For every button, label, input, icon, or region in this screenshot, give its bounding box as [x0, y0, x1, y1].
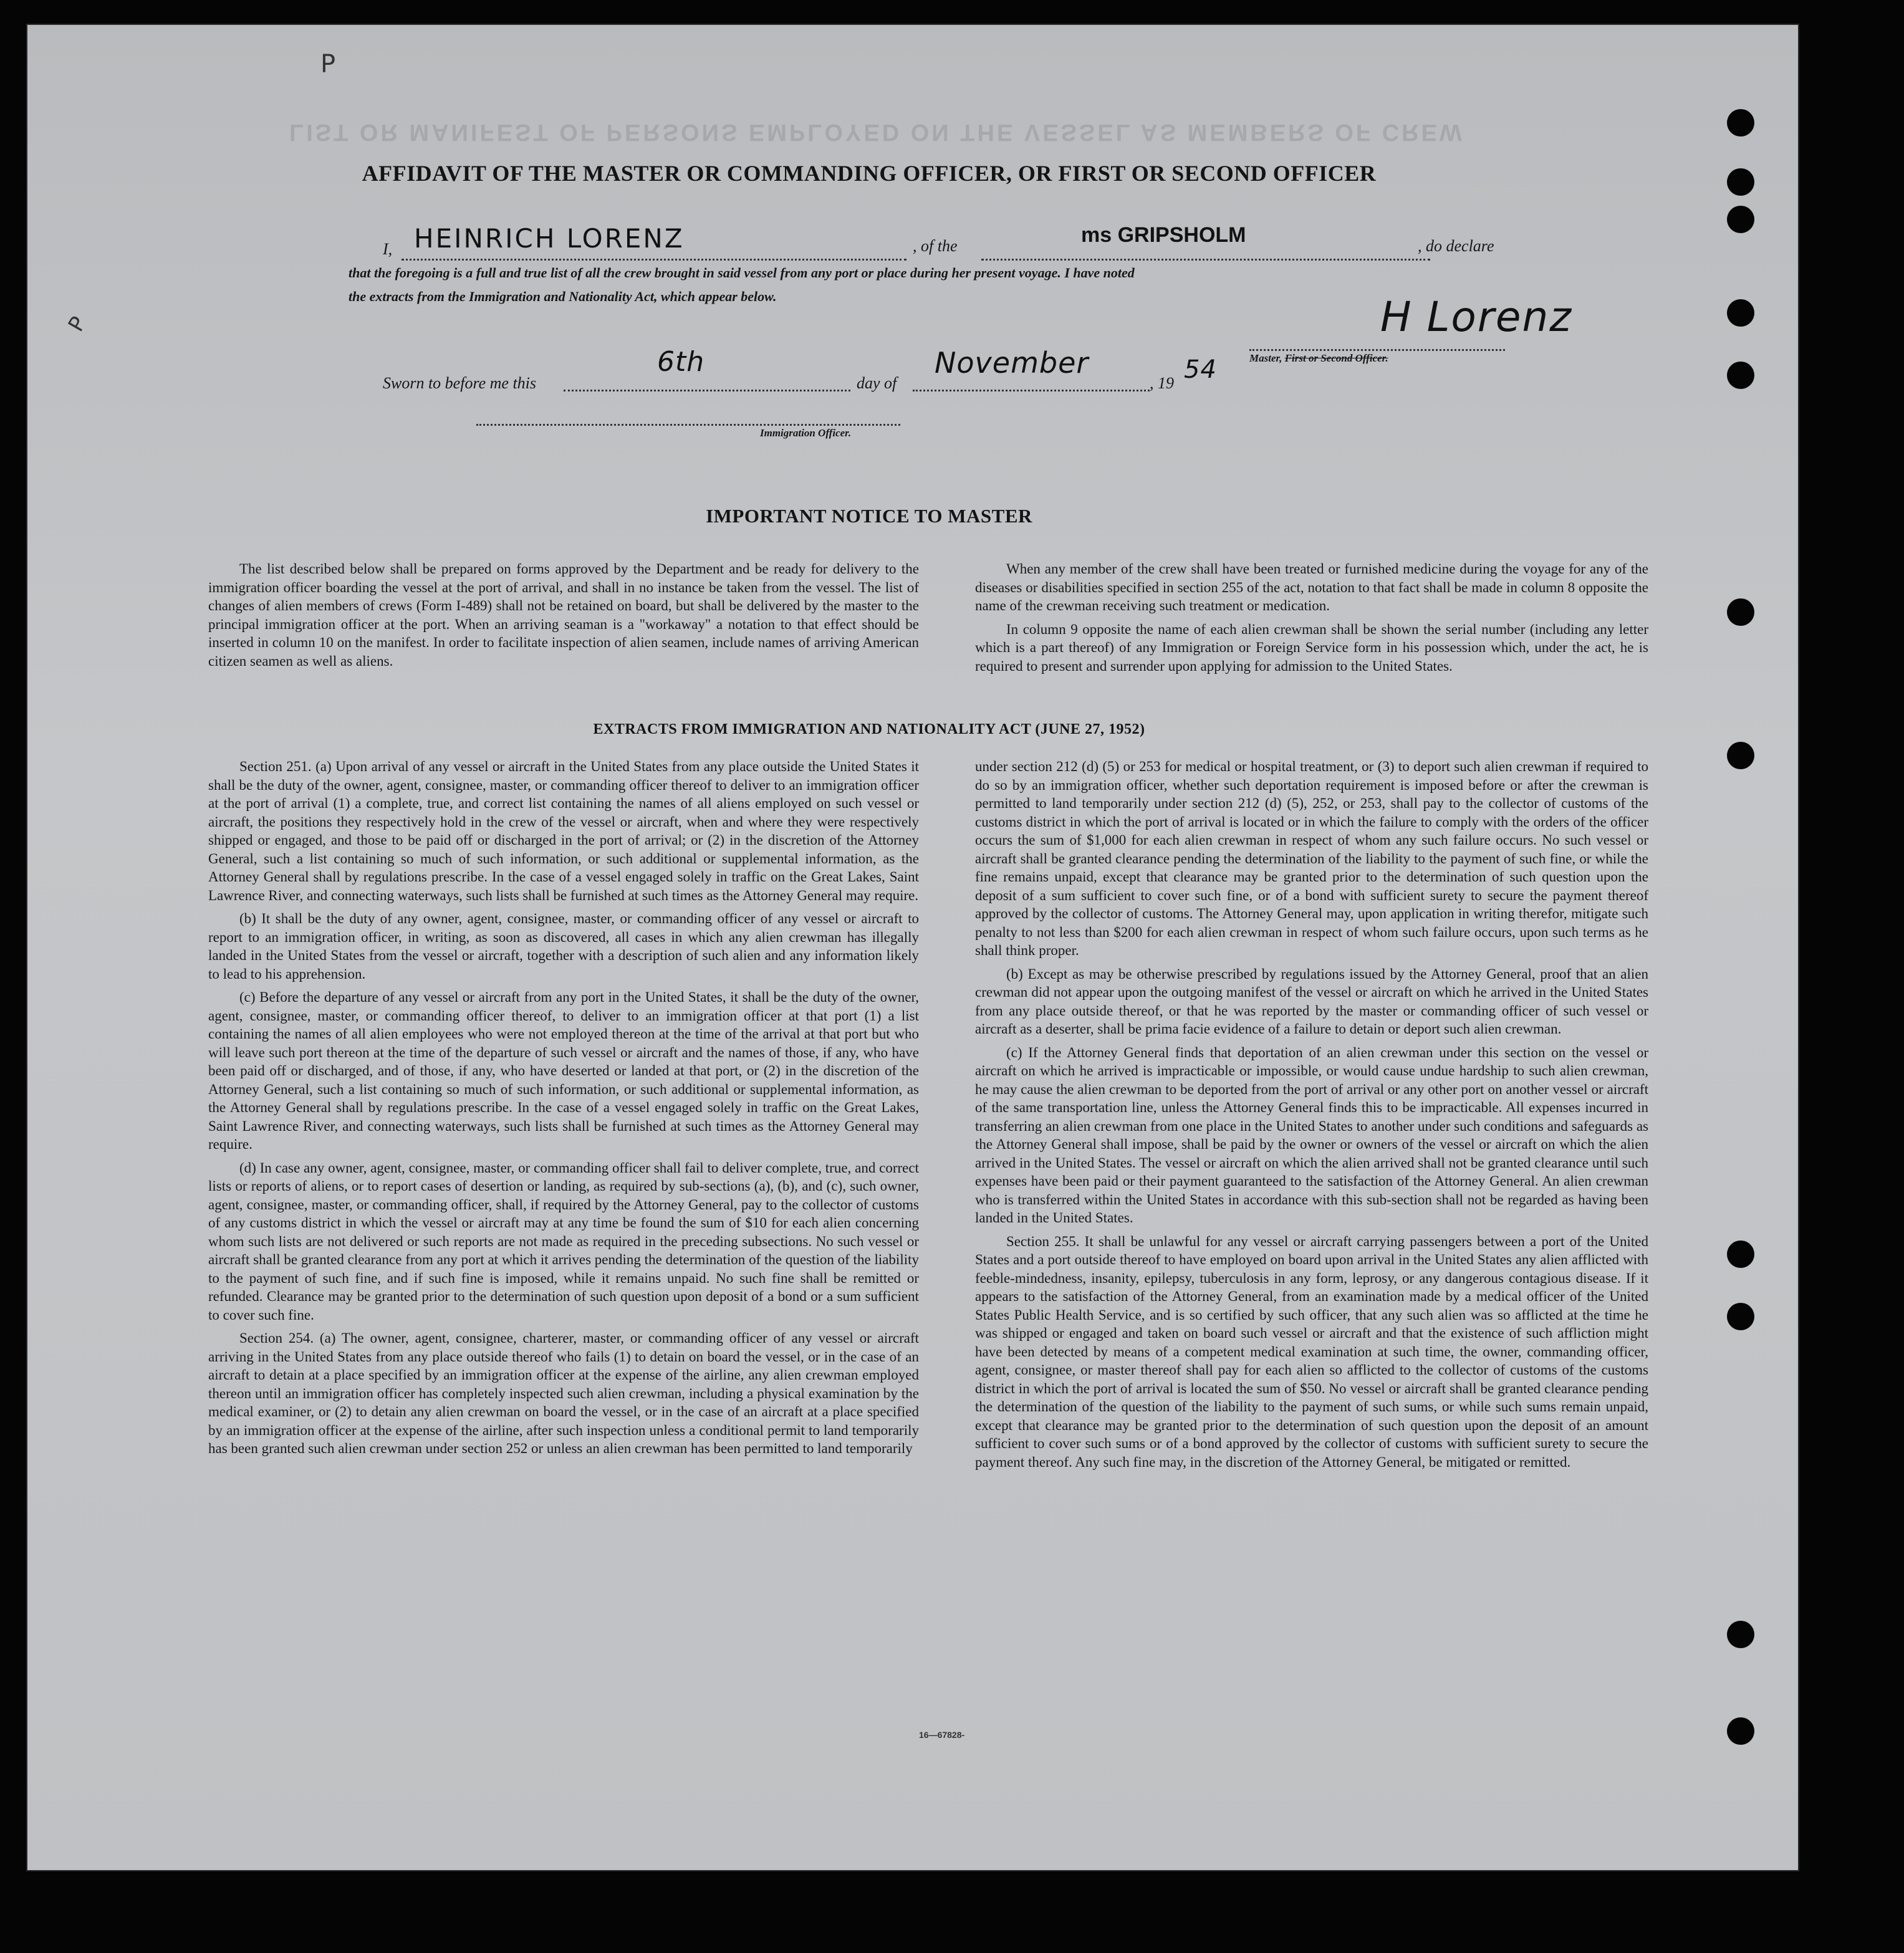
notice-title: IMPORTANT NOTICE TO MASTER — [706, 505, 1032, 527]
signature-caption — [1249, 352, 1388, 365]
punch-hole — [1727, 742, 1754, 769]
do-declare-label: , do declare — [1418, 237, 1494, 255]
punch-hole — [1727, 598, 1754, 626]
affidavit-prefix: I, — [383, 240, 393, 258]
extracts-right-column — [975, 757, 1648, 1476]
punch-hole — [1727, 109, 1754, 137]
notice-left-paragraph: The list described below shall be prepared on forms approved by the Department and be ready for delivery to the immigration officer boarding the vessel at the port of arrival, and shall in no instance be taken from the vessel. The list of changes of alien members of crews (Form I-489) shall not be retained on board, but shall be delivered by the master to the principal immigration officer at the port. When an arriving seaman is a "workaway" a notation to that effect should be inserted in column 10 on the manifest. In order to facilitate inspection of alien seamen, include names of arriving American citizen seamen as well as aliens. — [208, 561, 919, 669]
of-the-label: , of the — [913, 237, 958, 255]
name-line — [401, 259, 906, 261]
notice-right-column — [975, 560, 1648, 680]
punch-hole — [1727, 299, 1754, 327]
sworn-month: November — [935, 346, 1089, 380]
punch-hole — [1727, 206, 1754, 233]
punch-hole — [1727, 1303, 1754, 1330]
declaration-line-1: that the foregoing is a full and true list of all the crew brought in said vessel from any port or place during her present voyage. I have noted — [349, 265, 1135, 281]
punch-hole — [1727, 168, 1754, 196]
sworn-label: Sworn to before me this — [383, 374, 537, 392]
day-of-label: day of — [857, 374, 897, 392]
form-number: 16—67828- — [919, 1730, 965, 1740]
section-254-a-continued: under section 212 (d) (5) or 253 for medical or hospital treatment, or (3) to deport such alien crewman if required to do so by an immigration officer, whether such deportation requirement is imposed before or after the crewman is permitted to land temporarily under section 212 (d) (5), 252, or 253, shall pay to the collector of customs of the customs district in which the port of arrival is located or in which the failure to comply with the orders of the officer occurs the sum of $1,000 for each alien crewman in respect of whom any such failure occurs. No such vessel or aircraft shall be granted clearance pending the determination of the liability to the payment of such fine, or while the fine remains unpaid, except that clearance may be granted prior to the determination of such question upon the deposit of a sum sufficient to cover such fine, or of a bond with sufficient surety to secure the payment thereof approved by the collector of customs. The Attorney General may, upon application in writing therefor, mitigate such penalty to not less than $200 for each alien crewman in respect of whom such failure occurs, upon such terms as he shall think proper. — [975, 759, 1648, 958]
signature-caption-master: Master, — [1249, 352, 1282, 364]
month-line — [913, 390, 1150, 391]
margin-mark-left: P — [63, 312, 92, 336]
section-254-c: (c) If the Attorney General finds that deportation of an alien crewman under this section on the vessel or aircraft on which he arrived is impracticable or impossible, or would cause undue hardship to such alien crewman, he may cause the alien crewman to be deported from the port of arrival or any other port on another vessel or aircraft of the same transportation line, unless the Attorney General finds this to be impracticable. All expenses incurred in transferring an alien crewman from one place in the United States to another under such conditions and safeguards as the Attorney General shall impose, shall be paid by the owner or owners of the vessel or aircraft on which the alien arrived in the United States. The vessel or aircraft on which the alien arrived shall not be granted clearance until such expenses have been paid or their payment guaranteed to the satisfaction of the Attorney General. An alien crewman who is transferred within the United States in accordance with this sub-section shall not be regarded as having been landed in the United States. — [975, 1044, 1648, 1226]
ship-line — [981, 259, 1430, 261]
punch-hole — [1727, 1717, 1754, 1745]
notice-right-paragraph: In column 9 opposite the name of each alien crewman shall be shown the serial number (including any letter which is a part thereof) of any Immigration or Foreign Service form in his possession which, under the act, he is required to present and surrender upon applying for admission to the United States. — [975, 621, 1648, 674]
section-251-c: (c) Before the departure of any vessel or aircraft from any port in the United States, it shall be the duty of the owner, agent, consignee, master, or commanding officer thereof, to deliver to an immigration officer at that port (1) a list containing the names of all alien employees who were not employed thereon at the time of the arrival at that port but who will leave such port thereon at the time of the departure of such vessel or aircraft and the names of those, if any, who have been paid off or discharged, and of those, if any, who have deserted or landed at that port, or (2) in the discretion of the Attorney General, such a list containing so much of such information, or such additional or supplemental information, as the Attorney General shall by regulations prescribe. In the case of a vessel engaged solely in traffic on the Great Lakes, Saint Lawrence River, and connecting waterways, such lists shall be furnished at such times as the Attorney General may require. — [208, 989, 919, 1152]
master-signature: H Lorenz — [1380, 293, 1572, 341]
ship-name: ms GRIPSHOLM — [1081, 223, 1246, 247]
document-page — [27, 25, 1798, 1870]
signature-line — [1249, 349, 1505, 351]
section-251-b: (b) It shall be the duty of any owner, agent, consignee, master, or commanding officer of any vessel or aircraft to report to an immigration officer, in writing, as soon as discovered, all cases in which any alien crewman has illegally landed in the United States from the vessel or aircraft, together with a description of such alien and any information likely to lead to his apprehension. — [208, 911, 919, 982]
master-name: HEINRICH LORENZ — [414, 223, 685, 254]
punch-hole — [1727, 1240, 1754, 1268]
notice-right-paragraph: When any member of the crew shall have been treated or furnished medicine during the voyage for any of the diseases or disabilities specified in section 255 of the act, notation to that fact shall be made in column 8 opposite the name of the crewman receiving such treatment or medication. — [975, 561, 1648, 613]
extracts-title: EXTRACTS FROM IMMIGRATION AND NATIONALITY ACT (JUNE 27, 1952) — [593, 721, 1145, 737]
section-255: Section 255. It shall be unlawful for any vessel or aircraft carrying passengers between a port of the United States and a port outside thereof to have employed on board upon arrival in the United States any alien afflicted with feeble-mindedness, insanity, epilepsy, tuberculosis in any form, leprosy, or any dangerous contagious disease. If it appears to the satisfaction of the Attorney General, from an examination made by a medical officer of the United States Public Health Service, and is so certified by such officer, that any such alien was so afflicted at the time he was shipped or engaged and taken on board such vessel or aircraft and that the existence of such affliction might have been detected by means of a competent medical examination at such time, the owner, commanding officer, agent, consignee, or master thereof shall pay for each alien so afflicted to the collector of customs of the customs district in which the port of arrival is located the sum of $50. No vessel or aircraft shall be granted clearance pending the determination of the question of the liability to the payment of such sums, or while such sums remain unpaid, except that clearance may be granted prior to the determination of such question upon the deposit of an amount sufficient to cover such sums or of a bond approved by the collector of customs with sufficient surety to secure the payment thereof. Any such fine may, in the discretion of the Attorney General, be mitigated or remitted. — [975, 1233, 1648, 1470]
officer-caption: Immigration Officer. — [760, 427, 852, 439]
notice-left-column — [208, 560, 919, 675]
extracts-left-column — [208, 757, 919, 1463]
declaration-line-2: the extracts from the Immigration and Nationality Act, which appear below. — [349, 289, 777, 304]
signature-caption-struck: First or Second Officer. — [1284, 352, 1388, 364]
officer-line — [476, 424, 900, 426]
section-251-d: (d) In case any owner, agent, consignee, master, or commanding officer shall fail to deliver complete, true, and correct lists or reports of aliens, or to report cases of desertion or landing, as required by sub-sections (a), (b), and (c), such owner, agent, consignee, master, or commanding officer, shall, if required by the Attorney General, pay to the collector of customs of any customs district in which the vessel or aircraft may at any time be found the sum of $10 for each alien concerning whom such lists are not delivered or such reports are not made as required in the preceding subsections. No such vessel or aircraft shall be granted clearance from any port at which it arrives pending the determination of the question of the liability to the payment of such fine, and if such fine is imposed, while it remains unpaid. No such fine shall be remitted or refunded. Clearance may be granted prior to the determination of such question upon deposit of a bond or a sum sufficient to cover such fine. — [208, 1159, 919, 1323]
day-line — [564, 390, 850, 391]
affidavit-title: AFFIDAVIT OF THE MASTER OR COMMANDING OFFICER, OR FIRST OR SECOND OFFICER — [362, 161, 1377, 186]
section-251-a: Section 251. (a) Upon arrival of any vessel or aircraft in the United States from any place outside the United States it shall be the duty of the owner, agent, consignee, master, or commanding officer thereof to deliver to an immigration officer at the port of arrival (1) a complete, true, and correct list containing the names of all aliens employed on such vessel or aircraft, the positions they respectively hold in the crew of the vessel or aircraft, when and where they were respectively shipped or engaged, and those to be paid off or discharged in the port of arrival; or (2) in the discretion of the Attorney General, such a list containing so much of such information, or such additional or supplemental information, as the Attorney General shall by regulations prescribe. In the case of a vessel engaged solely in traffic on the Great Lakes, Saint Lawrence River, and connecting waterways, such lists shall be furnished at such times as the Attorney General may require. — [208, 759, 919, 903]
sworn-day: 6th — [657, 346, 705, 378]
punch-hole — [1727, 1621, 1754, 1648]
year-prefix: , 19 — [1150, 374, 1174, 392]
punch-hole — [1727, 362, 1754, 389]
section-254-b: (b) Except as may be otherwise prescribed by regulations issued by the Attorney General, proof that an alien crewman did not appear upon the outgoing manifest of the vessel or aircraft on which he arrived in the United States from any place outside thereof, or that he was reported by the master or commanding officer of such vessel or aircraft as a deserter, shall be prima facie evidence of a failure to detain or deport such alien crewman. — [975, 966, 1648, 1037]
section-254-a: Section 254. (a) The owner, agent, consignee, charterer, master, or commanding officer of any vessel or aircraft arriving in the United States from any place outside thereof who fails (1) to detain on board the vessel, or in the case of an aircraft to detain at a place specified by an immigration officer at the expense of the airline, any alien crewman employed thereon until an immigration officer has completely inspected such alien crewman, including a physical examination by the medical examiner, or (2) to detain any alien crewman on board the vessel, or in the case of an aircraft at a place specified by an immigration officer at the expense of the airline, after such inspection unless a conditional permit to land temporarily has been granted such alien crewman under section 252 or unless an alien crewman has been permitted to land temporarily — [208, 1330, 919, 1456]
bleed-through-header: LIST OR MANIFEST OF PERSONS EMPLOYED ON THE VESSEL AS MEMBERS OF CREW — [289, 119, 1464, 145]
sworn-year: 54 — [1184, 355, 1217, 384]
margin-mark-top: P — [320, 50, 336, 79]
